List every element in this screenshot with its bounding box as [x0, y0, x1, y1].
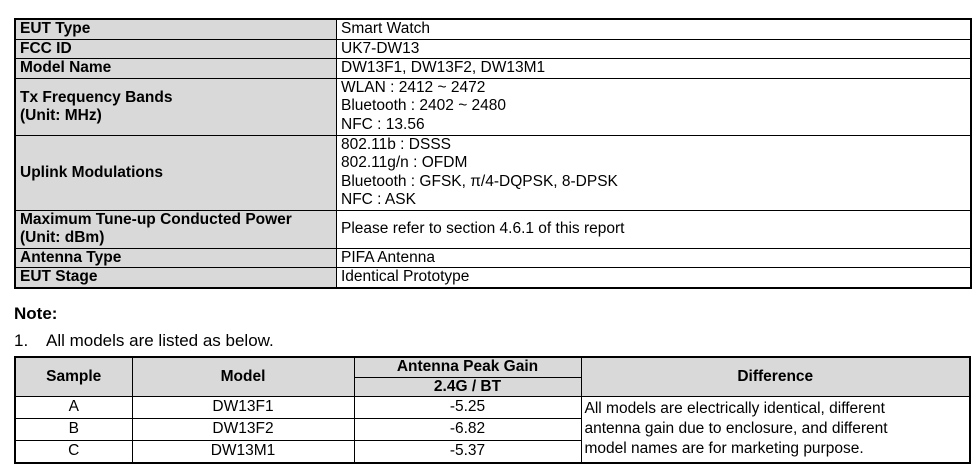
spec-row-model-name — [15, 59, 971, 79]
difference-line: model names are for marketing purpose. — [584, 440, 864, 458]
spec-value-line: WLAN : 2412 ~ 2472 — [341, 78, 486, 96]
spec-value — [337, 268, 972, 288]
spec-row-tx-frequency — [15, 78, 971, 135]
spec-label — [15, 210, 337, 248]
cell-gain: -5.37 — [354, 441, 581, 463]
spec-label: EUT Stage — [15, 268, 337, 288]
spec-value — [337, 59, 972, 79]
spec-label: Antenna Type — [15, 248, 337, 268]
difference-line: antenna gain due to enclosure, and different — [584, 420, 888, 438]
spec-row-antenna-type — [15, 248, 971, 268]
spec-row-eut-stage — [15, 268, 971, 288]
spec-value-line: Identical Prototype — [341, 268, 470, 285]
cell-sample: A — [15, 397, 132, 419]
spec-row-uplink-modulations — [15, 135, 971, 210]
models-table — [14, 356, 971, 464]
spec-value-line: Smart Watch — [341, 20, 430, 37]
spec-value — [337, 78, 972, 135]
spec-value-line: Bluetooth : 2402 ~ 2480 — [341, 97, 507, 115]
cell-model: DW13F2 — [132, 419, 354, 441]
spec-label: EUT Type — [15, 19, 337, 39]
eut-spec-table — [14, 18, 972, 289]
spec-value-line: NFC : ASK — [341, 191, 416, 208]
spec-row-eut-type — [15, 19, 971, 39]
spec-label — [15, 78, 337, 135]
cell-gain: -6.82 — [354, 419, 581, 441]
spec-value — [337, 210, 972, 248]
difference-line: All models are electrically identical, different — [584, 400, 885, 418]
header-difference: Difference — [581, 357, 970, 397]
header-sample: Sample — [15, 357, 132, 397]
spec-value — [337, 39, 972, 59]
header-gain-band: 2.4G / BT — [354, 377, 581, 397]
spec-label: Uplink Modulations — [15, 135, 337, 210]
note-heading: Note: — [14, 304, 58, 323]
spec-row-fcc-id — [15, 39, 971, 59]
spec-label-line: Maximum Tune-up Conducted Power — [20, 211, 292, 228]
cell-gain: -5.25 — [354, 397, 581, 419]
cell-sample: B — [15, 419, 132, 441]
spec-value-line: 802.11g/n : OFDM — [341, 154, 468, 171]
spec-value — [337, 135, 972, 210]
note-item-text: All models are listed as below. — [46, 331, 274, 350]
spec-label-line: Tx Frequency Bands — [20, 88, 173, 106]
spec-value-line: DW13F1, DW13F2, DW13M1 — [341, 59, 546, 76]
spec-value — [337, 19, 972, 39]
spec-label-unit: (Unit: dBm) — [20, 229, 105, 246]
cell-model: DW13F1 — [132, 397, 354, 419]
cell-model: DW13M1 — [132, 441, 354, 463]
note-item-number: 1. — [14, 331, 29, 350]
table-row — [15, 397, 970, 419]
spec-value-line: UK7-DW13 — [341, 39, 420, 57]
spec-value-line: PIFA Antenna — [341, 248, 435, 266]
spec-label: FCC ID — [15, 39, 337, 59]
spec-value-line: Bluetooth : GFSK, π/4-DQPSK, 8-DPSK — [341, 172, 618, 190]
spec-value-line: NFC : 13.56 — [341, 115, 425, 133]
spec-value-line: 802.11b : DSSS — [341, 135, 452, 153]
spec-value-line: Please refer to section 4.6.1 of this report — [341, 219, 625, 237]
spec-label: Model Name — [15, 59, 337, 79]
spec-label-unit: (Unit: MHz) — [20, 106, 102, 124]
header-model: Model — [132, 357, 354, 397]
cell-difference — [581, 397, 970, 463]
note-item — [14, 331, 274, 351]
cell-sample: C — [15, 441, 132, 463]
spec-value — [337, 248, 972, 268]
header-antenna-gain: Antenna Peak Gain — [354, 357, 581, 377]
spec-row-max-power — [15, 210, 971, 248]
